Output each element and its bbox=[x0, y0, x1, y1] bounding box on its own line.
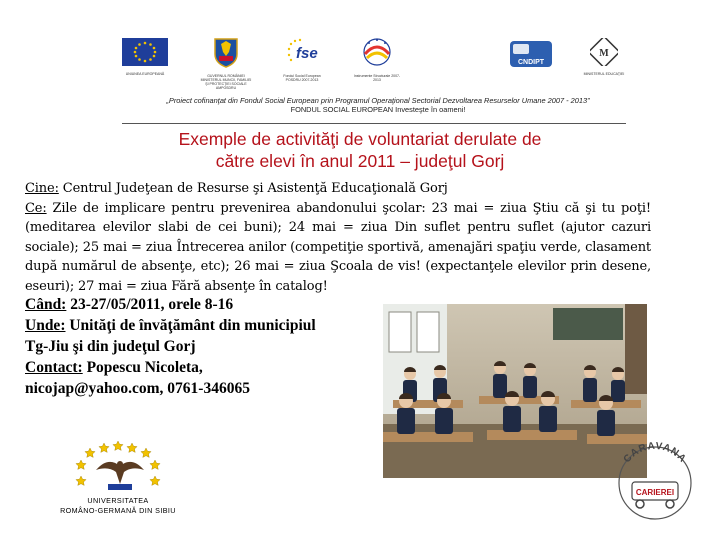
svg-text:fse: fse bbox=[296, 45, 318, 62]
contact-line bbox=[25, 357, 405, 378]
activity-description bbox=[25, 179, 651, 296]
who-label: Cine: bbox=[25, 181, 59, 196]
cndipt-mark-text: CNDIPT bbox=[517, 59, 545, 66]
eu-flag-icon bbox=[122, 38, 168, 66]
cndipt-logo bbox=[508, 40, 554, 72]
what-label: Ce: bbox=[25, 200, 47, 216]
who-paragraph bbox=[25, 179, 651, 199]
when-value: 23-27/05/2011, orele 8-16 bbox=[66, 296, 234, 313]
project-cofinancing-note bbox=[118, 96, 638, 114]
eu-flag-logo bbox=[122, 38, 168, 76]
where-line-2: Tg-Jiu şi din judeţul Gorj bbox=[25, 338, 196, 355]
cndipt-icon bbox=[509, 40, 553, 68]
university-line-2: ROMÂNO-GERMANĂ DIN SIBIU bbox=[60, 506, 176, 515]
title-line-2: către elevi în anul 2011 – judeţul Gorj bbox=[215, 151, 505, 171]
where-value: Unităţi de învăţământ din municipiul bbox=[65, 317, 316, 334]
project-line-1: „Proiect cofinanţat din Fondul Social European prin Programul Operaţional Sectorial Dezvoltarea Resurselor Umane 2007 - 2013” bbox=[166, 96, 590, 105]
university-emblem-icon bbox=[48, 440, 188, 498]
ministerul-educatiei-caption: MINISTERUL EDUCAŢIEI bbox=[583, 72, 625, 76]
when-line bbox=[25, 294, 405, 315]
classroom-photo-image bbox=[383, 304, 647, 478]
eu-flag-caption: UNIUNEA EUROPEANĂ bbox=[125, 72, 165, 76]
caravana-bottom-text: CARIEREI bbox=[635, 488, 675, 497]
svg-text:M: M bbox=[599, 48, 609, 59]
classroom-photo bbox=[383, 304, 647, 478]
svg-text:CARAVANA bbox=[622, 441, 689, 465]
where-line bbox=[25, 315, 405, 336]
instrumente-structurale-caption: Instrumente Structurale 2007-2013 bbox=[353, 74, 401, 82]
romania-coat-caption: GUVERNUL ROMÂNIEI MINISTERUL MUNCII, FAMILIEI ŞI PROTECŢIEI SOCIALE AMPOSDRU bbox=[200, 74, 252, 90]
event-details bbox=[25, 294, 405, 399]
contact-label: Contact: bbox=[25, 359, 83, 376]
what-value: Zile de implicare pentru prevenirea abandonului şcolar: 23 mai = ziua Ştiu că şi tu poţi! (meditarea elevilor slabi de cei buni); 24 mai = ziua Din suflet pentru suflet (ajutor cazuri sociale); 25 mai = ziua Întrecerea anilor (competiţie sportivă, amenajări spaţiu verde, clasament după numărul de absenţe, etc); 26 mai = ziua Şcoala de vis! (expectanţele elevilor prin desene, eseuri); 27 mai = ziua Fără absenţe în catalog! bbox=[25, 200, 651, 294]
ministerul-educatiei-logo bbox=[576, 38, 632, 76]
university-caption bbox=[48, 496, 188, 516]
caravana-top-text: CARAVANA bbox=[621, 440, 689, 466]
university-logo bbox=[48, 440, 188, 535]
what-paragraph bbox=[25, 199, 651, 297]
when-label: Când: bbox=[25, 296, 67, 313]
partner-logos-bar bbox=[0, 0, 720, 95]
who-value: Centrul Judeţean de Resurse şi Asistenţă Educaţională Gorj bbox=[58, 181, 448, 196]
contact-email-phone: nicojap@yahoo.com, 0761-346065 bbox=[25, 380, 250, 397]
fse-logo bbox=[280, 38, 324, 82]
header-divider bbox=[122, 123, 626, 124]
ministry-crest-icon bbox=[590, 38, 618, 66]
instrumente-structurale-logo bbox=[352, 36, 402, 82]
university-line-1: UNIVERSITATEA bbox=[87, 496, 149, 505]
caravana-carierei-logo bbox=[612, 440, 698, 526]
romania-coat-logo bbox=[200, 36, 252, 90]
page-title bbox=[90, 128, 630, 172]
coat-of-arms-icon bbox=[211, 36, 241, 68]
instrumente-structurale-icon bbox=[355, 36, 399, 68]
caravana-carierei-icon bbox=[612, 440, 698, 526]
where-label: Unde: bbox=[25, 317, 66, 334]
title-line-1: Exemple de activităţi de voluntariat derulate de bbox=[178, 129, 542, 149]
fse-caption: Fondul Social European POSDRU 2007-2013 bbox=[283, 74, 321, 82]
fse-icon bbox=[285, 38, 319, 68]
project-line-2: FONDUL SOCIAL EUROPEAN Investeşte în oameni! bbox=[290, 105, 466, 114]
contact-value: Popescu Nicoleta, bbox=[82, 359, 203, 376]
